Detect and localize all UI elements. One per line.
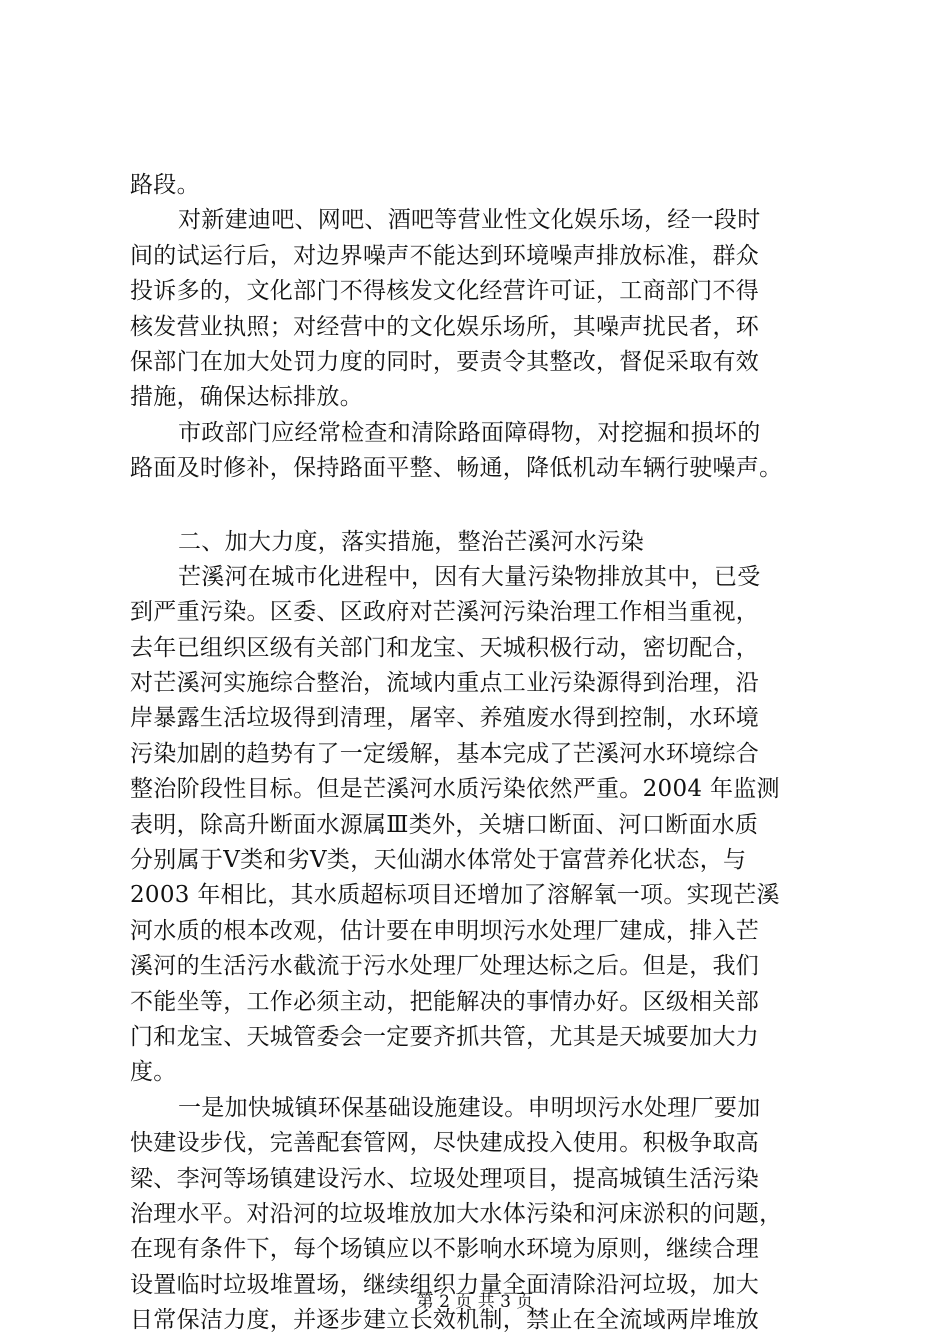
text-line: 间的试运行后，对边界噪声不能达到环境噪声排放标准，群众 [130,242,760,269]
text-line: 措施，确保达标排放。 [130,384,363,411]
text-line: 门和龙宝、天城管委会一定要齐抓共管，尤其是天城要加大力 [130,1023,760,1050]
text-line: 不能坐等，工作必须主动，把能解决的事情办好。区级相关部 [130,988,760,1015]
text-line: 路段。 [130,172,200,198]
text-line: 保部门在加大处罚力度的同时，要责令其整改，督促采取有效 [130,348,760,375]
text-line: 表明，除高升断面水源属Ⅲ类外，关塘口断面、河口断面水质 [130,811,759,838]
text-line: 治理水平。对沿河的垃圾堆放加大水体污染和河床淤积的问题， [130,1200,783,1227]
text-line: 溪河的生活污水截流于污水处理厂处理达标之后。但是，我们 [130,953,760,980]
text-line: 岸暴露生活垃圾得到清理，屠宰、养殖废水得到控制，水环境 [130,705,760,732]
text-line: 去年已组织区级有关部门和龙宝、天城积极行动，密切配合， [130,634,760,661]
text-line: 整治阶段性目标。但是芒溪河水质污染依然严重。2004 年监测 [130,776,780,803]
paragraph-start-line: 对新建迪吧、网吧、酒吧等营业性文化娱乐场，经一段时 [178,207,761,234]
text-line: 核发营业执照；对经营中的文化娱乐场所，其噪声扰民者，环 [130,313,760,340]
paragraph-gap [130,487,830,525]
body-text [130,168,830,1339]
text-line: 设置临时垃圾堆置场，继续组织力量全面清除沿河垃圾，加大 [130,1271,760,1298]
text-line: 梁、李河等场镇建设污水、垃圾处理项目，提高城镇生活污染 [130,1165,760,1192]
paragraph-start-line: 一是加快城镇环保基础设施建设。申明坝污水处理厂要加 [178,1094,761,1121]
paragraph-start-line: 市政部门应经常检查和清除路面障碍物，对挖掘和损坏的 [178,419,761,446]
text-line: 对芒溪河实施综合整治，流域内重点工业污染源得到治理，沿 [130,670,760,697]
section-heading: 二、加大力度，落实措施，整治芒溪河水污染 [178,528,644,555]
text-line: 投诉多的，文化部门不得核发文化经营许可证，工商部门不得 [130,278,760,305]
paragraph-start-line: 芒溪河在城市化进程中，因有大量污染物排放其中，已受 [178,563,761,590]
text-line: 在现有条件下，每个场镇应以不影响水环境为原则，继续合理 [130,1236,760,1263]
text-line: 到严重污染。区委、区政府对芒溪河污染治理工作相当重视， [130,599,760,626]
text-line: 分别属于Ⅴ类和劣Ⅴ类，天仙湖水体常处于富营养化状态，与 [130,847,747,874]
text-line: 日常保洁力度，并逐步建立长效机制，禁止在全流域两岸堆放 [130,1307,760,1334]
text-line: 2003 年相比，其水质超标项目还增加了溶解氧一项。实现芒溪 [130,882,780,909]
page-number-footer: 第 2 页 共 3 页 [416,1292,534,1312]
text-line: 快建设步伐，完善配套管网，尽快建成投入使用。积极争取高 [130,1130,760,1157]
text-line: 路面及时修补，保持路面平整、畅通，降低机动车辆行驶噪声。 [130,455,783,482]
text-line: 度。 [130,1059,177,1086]
text-line: 污染加剧的趋势有了一定缓解，基本完成了芒溪河水环境综合 [130,740,760,767]
text-line: 河水质的根本改观，估计要在申明坝污水处理厂建成，排入芒 [130,917,760,944]
